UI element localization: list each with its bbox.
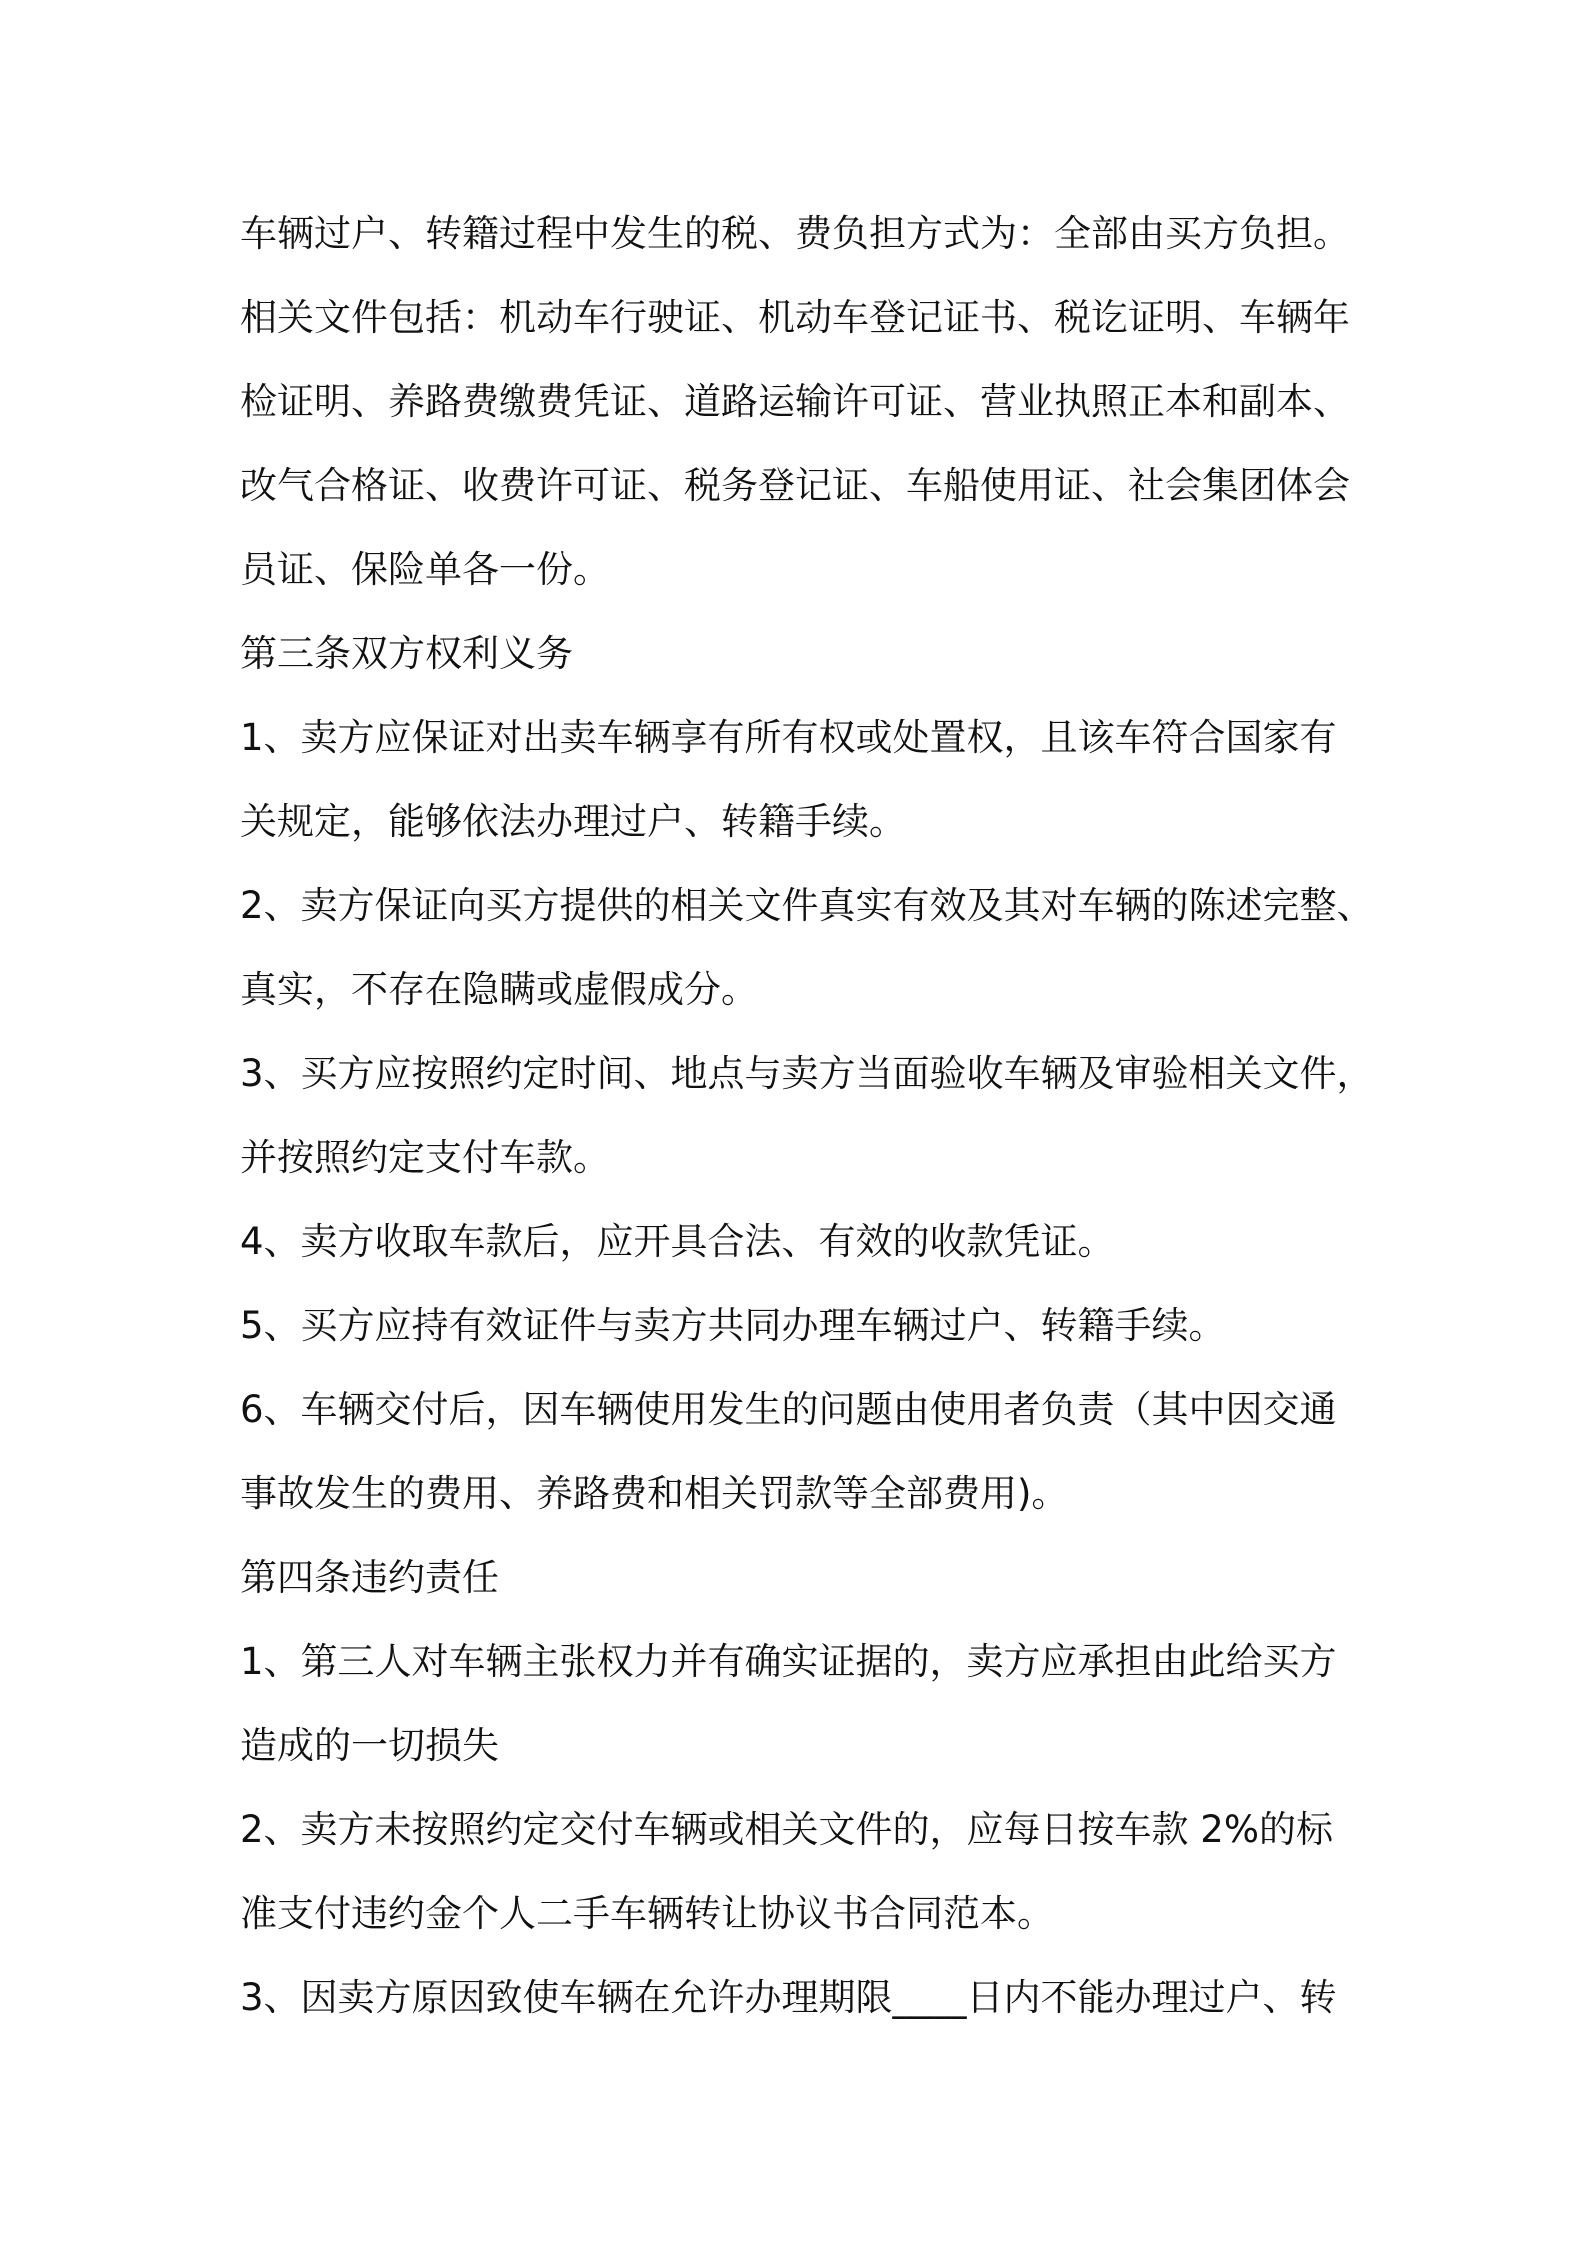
text-line: 6、车辆交付后，因车辆使用发生的问题由使用者负责（其中因交通 [240, 1388, 1337, 1431]
text-line: 员证、保险单各一份。 [240, 548, 610, 591]
section-heading-article-3 [240, 612, 1360, 696]
text-line: 检证明、养路费缴费凭证、道路运输许可证、营业执照正本和副本、 [240, 380, 1350, 423]
heading-line: 第四条违约责任 [240, 1556, 499, 1599]
text-line: 3、因卖方原因致使车辆在允许办理期限____日内不能办理过户、转 [240, 1976, 1337, 2019]
paragraph-tax-burden [240, 192, 1360, 276]
paragraph-related-documents [240, 276, 1360, 612]
text-line: 事故发生的费用、养路费和相关罚款等全部费用)。 [240, 1472, 1069, 1515]
text-line: 并按照约定支付车款。 [240, 1136, 610, 1179]
document-body [240, 192, 1374, 2040]
text-line: 4、卖方收取车款后，应开具合法、有效的收款凭证。 [240, 1220, 1115, 1263]
text-line: 相关文件包括：机动车行驶证、机动车登记证书、税讫证明、车辆年 [240, 296, 1350, 339]
text-line: 5、买方应持有效证件与卖方共同办理车辆过户、转籍手续。 [240, 1304, 1226, 1347]
text-line: 3、买方应按照约定时间、地点与卖方当面验收车辆及审验相关文件， [240, 1052, 1374, 1095]
clause-item [240, 696, 1360, 864]
text-line: 改气合格证、收费许可证、税务登记证、车船使用证、社会集团体会 [240, 464, 1350, 507]
clause-item [240, 1284, 1360, 1368]
clause-item [240, 1956, 1360, 2040]
text-line: 真实，不存在隐瞒或虚假成分。 [240, 968, 758, 1011]
text-line: 1、第三人对车辆主张权力并有确实证据的，卖方应承担由此给买方 [240, 1640, 1337, 1683]
heading-line: 第三条双方权利义务 [240, 632, 573, 675]
clause-item [240, 1200, 1360, 1284]
text-line: 关规定，能够依法办理过户、转籍手续。 [240, 800, 906, 843]
text-line: 2、卖方保证向买方提供的相关文件真实有效及其对车辆的陈述完整、 [240, 884, 1374, 927]
text-line: 2、卖方未按照约定交付车辆或相关文件的，应每日按车款 2%的标 [240, 1808, 1333, 1851]
clause-item [240, 864, 1374, 1032]
text-line: 车辆过户、转籍过程中发生的税、费负担方式为：全部由买方负担。 [240, 212, 1350, 255]
text-line: 1、卖方应保证对出卖车辆享有所有权或处置权，且该车符合国家有 [240, 716, 1337, 759]
text-line: 准支付违约金个人二手车辆转让协议书合同范本。 [240, 1892, 1054, 1935]
clause-item [240, 1620, 1360, 1788]
clause-item [240, 1032, 1374, 1200]
section-heading-article-4 [240, 1536, 1360, 1620]
clause-item [240, 1788, 1360, 1956]
text-line: 造成的一切损失 [240, 1724, 499, 1767]
clause-item [240, 1368, 1360, 1536]
